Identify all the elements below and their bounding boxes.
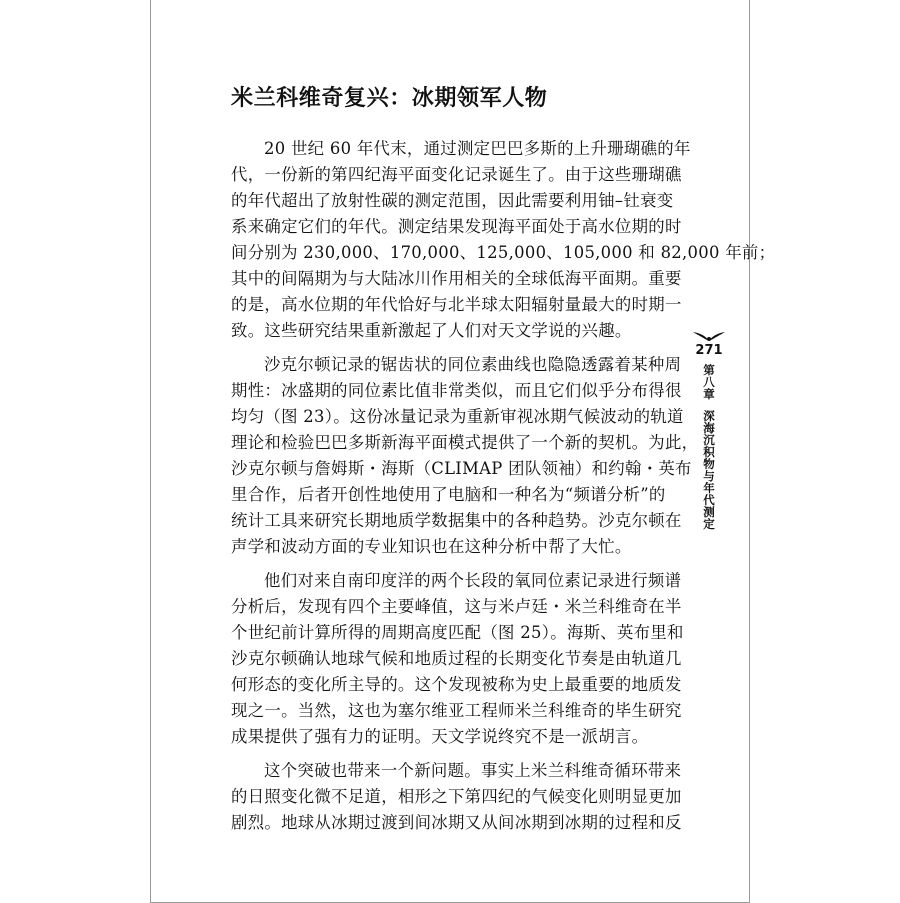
text-line: 期性：冰盛期的同位素比值非常类似，而且它们似乎分布得很 [231,381,682,400]
text-line: 成果提供了强有力的证明。天文学说终究不是一派胡言。 [231,727,649,746]
margin-sidebar [691,330,727,530]
text-line: 沙克尔顿确认地球气候和地质过程的长期变化节奏是由轨道几 [231,649,682,668]
chapter-label [701,364,717,530]
text-line: 代，一份新的第四纪海平面变化记录诞生了。由于这些珊瑚礁 [231,165,682,184]
chapter-title: 深海沉积物与年代测定 [702,410,716,530]
text-line: 统计工具来研究长期地质学数据集中的各种趋势。沙克尔顿在 [231,511,682,530]
text-line: 的年代超出了放射性碳的测定范围，因此需要利用铀–钍衰变 [231,191,674,210]
text-line: 这个突破也带来一个新问题。事实上米兰科维奇循环带来 [264,761,682,780]
paragraph-2 [231,352,699,560]
text-line: 现之一。当然，这也为塞尔维亚工程师米兰科维奇的毕生研究 [231,701,682,720]
text-line: 沙克尔顿记录的锯齿状的同位素曲线也隐隐透露着某种周 [264,355,682,374]
text-line: 理论和检验巴巴多斯新海平面模式提供了一个新的契机。为此， [231,433,699,452]
paragraph-4 [231,758,683,836]
text-line: 声学和波动方面的专业知识也在这种分析中帮了大忙。 [231,537,632,556]
page-number: 271 [695,343,723,358]
paragraph-1 [231,136,776,344]
text-line: 里合作，后者开创性地使用了电脑和一种名为“频谱分析”的 [231,485,666,504]
text-line: 剧烈。地球从冰期过渡到间冰期又从间冰期到冰期的过程和反 [231,813,682,832]
text-line: 其中的间隔期为与大陆冰川作用相关的全球低海平面期。重要 [231,269,682,288]
text-line: 致。这些研究结果重新激起了人们对天文学说的兴趣。 [231,321,632,340]
text-line: 何形态的变化所主导的。这个发现被称为史上最重要的地质发 [231,675,682,694]
text-line: 系来确定它们的年代。测定结果发现海平面处于高水位期的时 [231,217,682,236]
text-line: 分析后，发现有四个主要峰值，这与米卢廷・米兰科维奇在半 [231,597,682,616]
text-line: 他们对来自南印度洋的两个长段的氧同位素记录进行频谱 [264,571,682,590]
text-line: 个世纪前计算所得的周期高度匹配（图 25）。海斯、英布里和 [231,623,684,642]
text-line: 间分别为 230,000、170,000、125,000、105,000 和 82,000 年前； [231,243,776,262]
paragraph-3 [231,568,683,750]
text-line: 沙克尔顿与詹姆斯・海斯（CLIMAP 团队领袖）和约翰・英布 [231,459,692,478]
text-line: 均匀（图 23）。这份冰量记录为重新审视冰期气候波动的轨道 [231,407,684,426]
chapter-number: 第八章 [702,364,716,400]
text-line: 的是，高水位期的年代恰好与北半球太阳辐射量最大的时期一 [231,295,682,314]
text-line: 20 世纪 60 年代末，通过测定巴巴多斯的上升珊瑚礁的年 [264,139,691,158]
bird-ornament-icon [692,330,726,342]
text-line: 的日照变化微不足道，相形之下第四纪的气候变化则明显更加 [231,787,682,806]
section-heading: 米兰科维奇复兴：冰期领军人物 [231,86,548,111]
